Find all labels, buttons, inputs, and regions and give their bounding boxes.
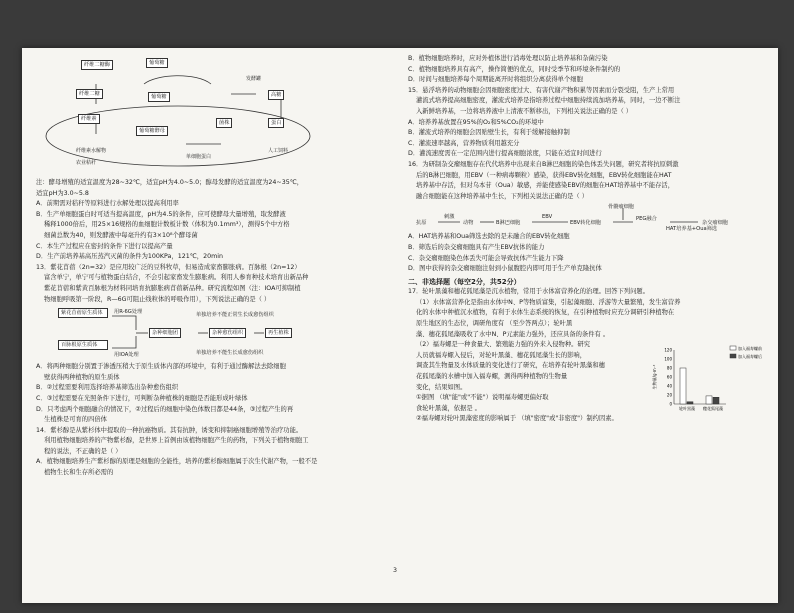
question-stem: 融合细胞能在这种培养基中生长，下列相关说法正确的是（ ） bbox=[416, 192, 589, 200]
ebv-text: 抗原 bbox=[416, 220, 427, 227]
option-line: A．前期需对秸秆等原料进行水解处理以提高利用率 bbox=[36, 200, 179, 208]
protoplast-flowchart bbox=[36, 306, 388, 360]
ebv-text: PEG融合 bbox=[636, 216, 657, 223]
question-stem: 后的B淋巴细胞，用EBV（一种病毒颗粒）感染，获得EBV转化细胞，EBV转化细胞能在HAT bbox=[416, 171, 672, 179]
option-line: B．筛选后的杂交瘤细胞具有产生EBV抗体的能力 bbox=[408, 243, 545, 251]
text-line: ②福寿螺对轮叶黑藻密度的影响属于 （填"密度"或"非密度"）制约因素。 bbox=[416, 415, 618, 423]
option-line: D．生产前培养基高压蒸汽灭菌的条件为100KPa，121℃，20min bbox=[36, 253, 223, 261]
text-line: 原生地区的生态位，调研角度有 （至少答两点）；轮叶黑 bbox=[416, 320, 573, 328]
text-line: 注：酵母增殖的适宜温度为28~32℃，适宜pH为4.0~5.0；醇母发酵的适宜温度为24~35℃， bbox=[36, 179, 304, 186]
ebv-flowchart bbox=[408, 202, 766, 232]
diagram-label: 发酵罐 bbox=[246, 76, 262, 82]
option-line: D．只考虑两个细胞融合的情况下，②过程后的细胞中染色体数目都是44条，③过程产生的再 bbox=[36, 405, 294, 413]
y-tick-label: 80 bbox=[666, 365, 672, 371]
chart-svg bbox=[650, 340, 766, 418]
option-line: C．植物细胞培养具有高产，操作简便的优点，同时受季节和环境条件制约的 bbox=[408, 65, 621, 73]
question-stem: 富含单宁，单宁可与植物蛋白结合，不会引起家畜发生膨胀病。利用人参育种技术培育出新品种 bbox=[44, 274, 309, 282]
legend-entry: 加入福寿螺前 bbox=[738, 346, 762, 352]
option-line: A．培养养基放置在95%的O₂和5%CO₂的环境中 bbox=[408, 118, 544, 126]
diagram-node: 菌株 bbox=[216, 118, 232, 128]
legend-entry: 加入福寿螺后 bbox=[738, 354, 762, 360]
diagram-label: 纤维素水解物 bbox=[76, 148, 107, 154]
ebv-text: B淋巴细胞 bbox=[496, 220, 521, 227]
y-tick-label: 40 bbox=[666, 383, 672, 389]
option-line: A．HAT培养基和Oua筛选去除的是未融合的EBV转化细胞 bbox=[408, 233, 570, 241]
exam-page bbox=[22, 48, 778, 603]
legend-swatch bbox=[730, 346, 736, 350]
y-tick-label: 0 bbox=[669, 401, 672, 407]
text-line: 藻、穗花狐尾藻吸收了水中N、P元素能力强外，还应具备的条件有 。 bbox=[416, 330, 610, 338]
category-label: 轮叶黑藻 bbox=[679, 406, 695, 412]
question-stem: 程的说法，不正确的是（ ） bbox=[44, 447, 122, 455]
flow-box: 杂种细胞团 bbox=[149, 328, 181, 338]
text-line: （2）福寿螺是一种食量大、繁殖能力强的外来入侵物种。研究 bbox=[416, 341, 591, 349]
option-line: B．②过程需要利用选择培养基筛选出杂种愈伤组织 bbox=[36, 384, 179, 392]
text-line: 变化，结果如图。 bbox=[416, 383, 467, 391]
page-number: 3 bbox=[393, 567, 398, 574]
diagram-node: 葡萄糖 bbox=[146, 58, 168, 68]
flow-box: 百脉根原生质体 bbox=[58, 340, 108, 350]
text-line: （1）水体富营养化是指由水体中N、P等物质富集，引起藻细胞、浮游等大量繁殖，发生富营养 bbox=[416, 298, 681, 306]
option-line: B．植物细胞培养时，应对外植体进行消毒处理以防止培养基和杂菌污染 bbox=[408, 55, 608, 62]
bar-before bbox=[680, 368, 686, 404]
flow-box: 杂种愈伤组织 bbox=[209, 328, 246, 338]
diagram-node: 蛋白 bbox=[268, 118, 284, 128]
ebv-text: 杂交瘤细胞 bbox=[702, 220, 728, 227]
option-line: C．本生产过程应在密封的条件下进行以提高产量 bbox=[36, 242, 173, 250]
legend-swatch bbox=[730, 354, 736, 358]
ebv-text: 骨髓瘤细胞 bbox=[608, 204, 634, 211]
flow-box: 紫花苜蓿原生质体 bbox=[58, 308, 108, 318]
question-stem: 14．紫杉醇是从紫杉体中提取的一种抗癌物质。其有抗肿，诱变和抑制癌细胞增殖等治疗功能。 bbox=[36, 426, 303, 434]
flow-label: 用IOA处理 bbox=[114, 352, 139, 359]
question-stem: 物细胞呼吸第一阶段，R—6G可阻止线粒体的呼吸作用），下列说法正确的是（ ） bbox=[44, 295, 271, 303]
category-label: 穗花狐尾藻 bbox=[703, 406, 723, 412]
option-line: 生植株是可育的四倍体 bbox=[44, 416, 107, 424]
question-stem: 16．为研制杂交瘤细胞存在代代培养中出现来自B淋巴细胞的染色体丢失问题，研究者将抗原刺激 bbox=[408, 160, 679, 168]
y-tick-label: 120 bbox=[664, 347, 672, 353]
flow-box: 再生植株 bbox=[265, 328, 292, 338]
left-column bbox=[36, 54, 388, 479]
bar-before bbox=[706, 396, 712, 404]
ebv-text: EBV转化细胞 bbox=[570, 220, 601, 227]
option-line: D．图中获得的杂交瘤细胞注射到小鼠腹腔内即可用于生产单克隆抗体 bbox=[408, 265, 602, 273]
y-tick-label: 100 bbox=[664, 356, 672, 362]
diagram-node: 高糖 bbox=[268, 90, 284, 100]
y-tick-label: 20 bbox=[666, 392, 672, 398]
diagram-label: 农业秸秆 bbox=[76, 160, 97, 166]
option-line: 细菌总数为40，则发酵液中每毫升约有3×10⁸个酵母菌 bbox=[44, 231, 198, 239]
flow-label: 用R-6G处理 bbox=[114, 309, 143, 316]
ebv-text: HAT培养基+Oua筛选 bbox=[666, 226, 718, 233]
option-line: 稀释1000倍后，用25×16规格的血细胞计数板计数（体积为0.1mm³），测得5个中方格 bbox=[44, 221, 290, 229]
question-stem: 利用植物细胞培养的产物紫杉醇，是世界上首例由该植物细胞产生的药物，下列关于植物细胞工 bbox=[44, 437, 309, 445]
option-line: B．灌流式培养的细胞会因贴壁生长，有利于缓解接触抑制 bbox=[408, 129, 570, 137]
right-column bbox=[408, 54, 766, 425]
diagram-node: 纤维二糖酶 bbox=[81, 60, 113, 70]
option-line: A．将两种细胞分别置于渗透压稍大于原生质体内部的环境中，有利于通过酶解法去除细胞 bbox=[36, 363, 286, 371]
fermentation-diagram bbox=[36, 54, 388, 176]
option-line: C．杂交瘤细胞染色体丢失可能会导致抗体产生能力下降 bbox=[408, 254, 564, 262]
option-line: D．时间与细胞培养每个周期能离开时将组织分离获得单个细胞 bbox=[408, 76, 583, 84]
ebv-text: 刺激 bbox=[444, 214, 455, 221]
text-line: 调查其生物量及水体质量的变化进行了研究，在培养有轮叶黑藻和穗 bbox=[416, 362, 605, 370]
section-title: 二、非选择题（每空2分，共52分） bbox=[408, 277, 521, 286]
text-line: ①据图 （填"能"或"不能"）说明福寿螺更偏好取 bbox=[416, 394, 549, 402]
question-17 bbox=[408, 287, 766, 425]
diagram-node: 纤维二糖 bbox=[76, 89, 103, 99]
text-line: 化的水体中种植沉水植物，有利于水体生态系统的恢复，在引种植物时应充分调研引种植物在 bbox=[416, 309, 675, 317]
bar-after bbox=[687, 402, 693, 404]
biomass-chart bbox=[650, 340, 766, 418]
text-line: 花狐尾藻的水槽中加入福寿螺，测得两种植物的生物量 bbox=[416, 373, 568, 381]
flow-note: 单独培养不能正常生长成愈伤组织 bbox=[196, 312, 274, 319]
option-line: C．③过程需要在光照条件下进行，可判断杂种植株的细胞是否能形成叶绿体 bbox=[36, 394, 248, 402]
question-stem: 15．悬浮培养的动物细胞会因细胞密度过大、有害代谢产物积累等因素而分裂受阻，生产上常用 bbox=[408, 86, 675, 94]
ebv-text: 动物 bbox=[463, 220, 474, 227]
y-tick-label: 60 bbox=[666, 374, 672, 380]
diagram-node: 葡萄糖 bbox=[148, 92, 170, 102]
diagram-node: 纤维素 bbox=[78, 114, 100, 124]
question-stem: 紫花苜蓿和紫黄百脉根为材料同培育抗膨胀病苜蓿新品种。研究流程如图（注：IOA可抑制植 bbox=[44, 284, 301, 292]
diagram-node: 葡萄糖酵母 bbox=[136, 126, 168, 136]
text-line: 食轮叶黑藻，依据是 。 bbox=[416, 404, 481, 412]
question-stem: 17．轮叶黑藻和穗花狐尾藻是沉水植物，常用于水体富营养化的治理。回答下列问题。 bbox=[408, 288, 649, 296]
option-line: D．灌流速度需在一定范围内进行提高细胞浓度，只能在适宜时间进行 bbox=[408, 150, 602, 158]
question-stem: 13．紫花苜蓿（2n=32）是应用较广泛的豆科牧草，但易造成家畜膨胀病。百脉根（2n=12） bbox=[36, 263, 301, 271]
bar-after bbox=[713, 398, 719, 405]
text-line: 人员就福寿螺入侵后，对轮叶黑藻、穗花狐尾藻生长的影响， bbox=[416, 351, 587, 359]
ebv-text: EBV bbox=[542, 214, 553, 221]
y-axis-label: 生物量/g·m⁻² bbox=[652, 364, 657, 390]
q17-part2 bbox=[408, 340, 766, 425]
option-line: C．灌流速率越高，营养物质利用越充分 bbox=[408, 139, 520, 147]
diagram-label: 人工饲料 bbox=[268, 148, 289, 154]
question-stem: 入新鲜培养基，一边将培养液中上清液不断移出，下列相关说法正确的是（ ） bbox=[416, 107, 633, 115]
text-line: 适宜pH为3.0~5.8 bbox=[36, 189, 89, 197]
option-line: 植物生长和生存所必需的 bbox=[44, 469, 114, 477]
question-stem: 灌流式培养提高细胞密度，灌流式培养是指培养过程中细胞持续流加培养基，同时，一边不断注 bbox=[416, 97, 681, 105]
diagram-label: 单细胞蛋白 bbox=[186, 154, 212, 160]
option-line: A．植物细胞培养生产紫杉醇的原理是细胞的全能性，培养的紫杉醇细胞属于次生代谢产物，一般不是 bbox=[36, 458, 318, 466]
option-line: B．生产单细胞蛋白时可适当提高温度，pH为4.5的条件，应可使酵母大量增殖，取发酵液 bbox=[36, 210, 286, 218]
option-line: 壁获得两种植物的原生质体 bbox=[44, 373, 120, 381]
question-stem: 培养基中存活，但对乌本苷（Oua）敏感，并能使感染EBV的细胞在HAT培养基中不能存活， bbox=[416, 182, 675, 190]
flow-note: 单独培养不能生长成愈伤组织 bbox=[196, 350, 264, 357]
